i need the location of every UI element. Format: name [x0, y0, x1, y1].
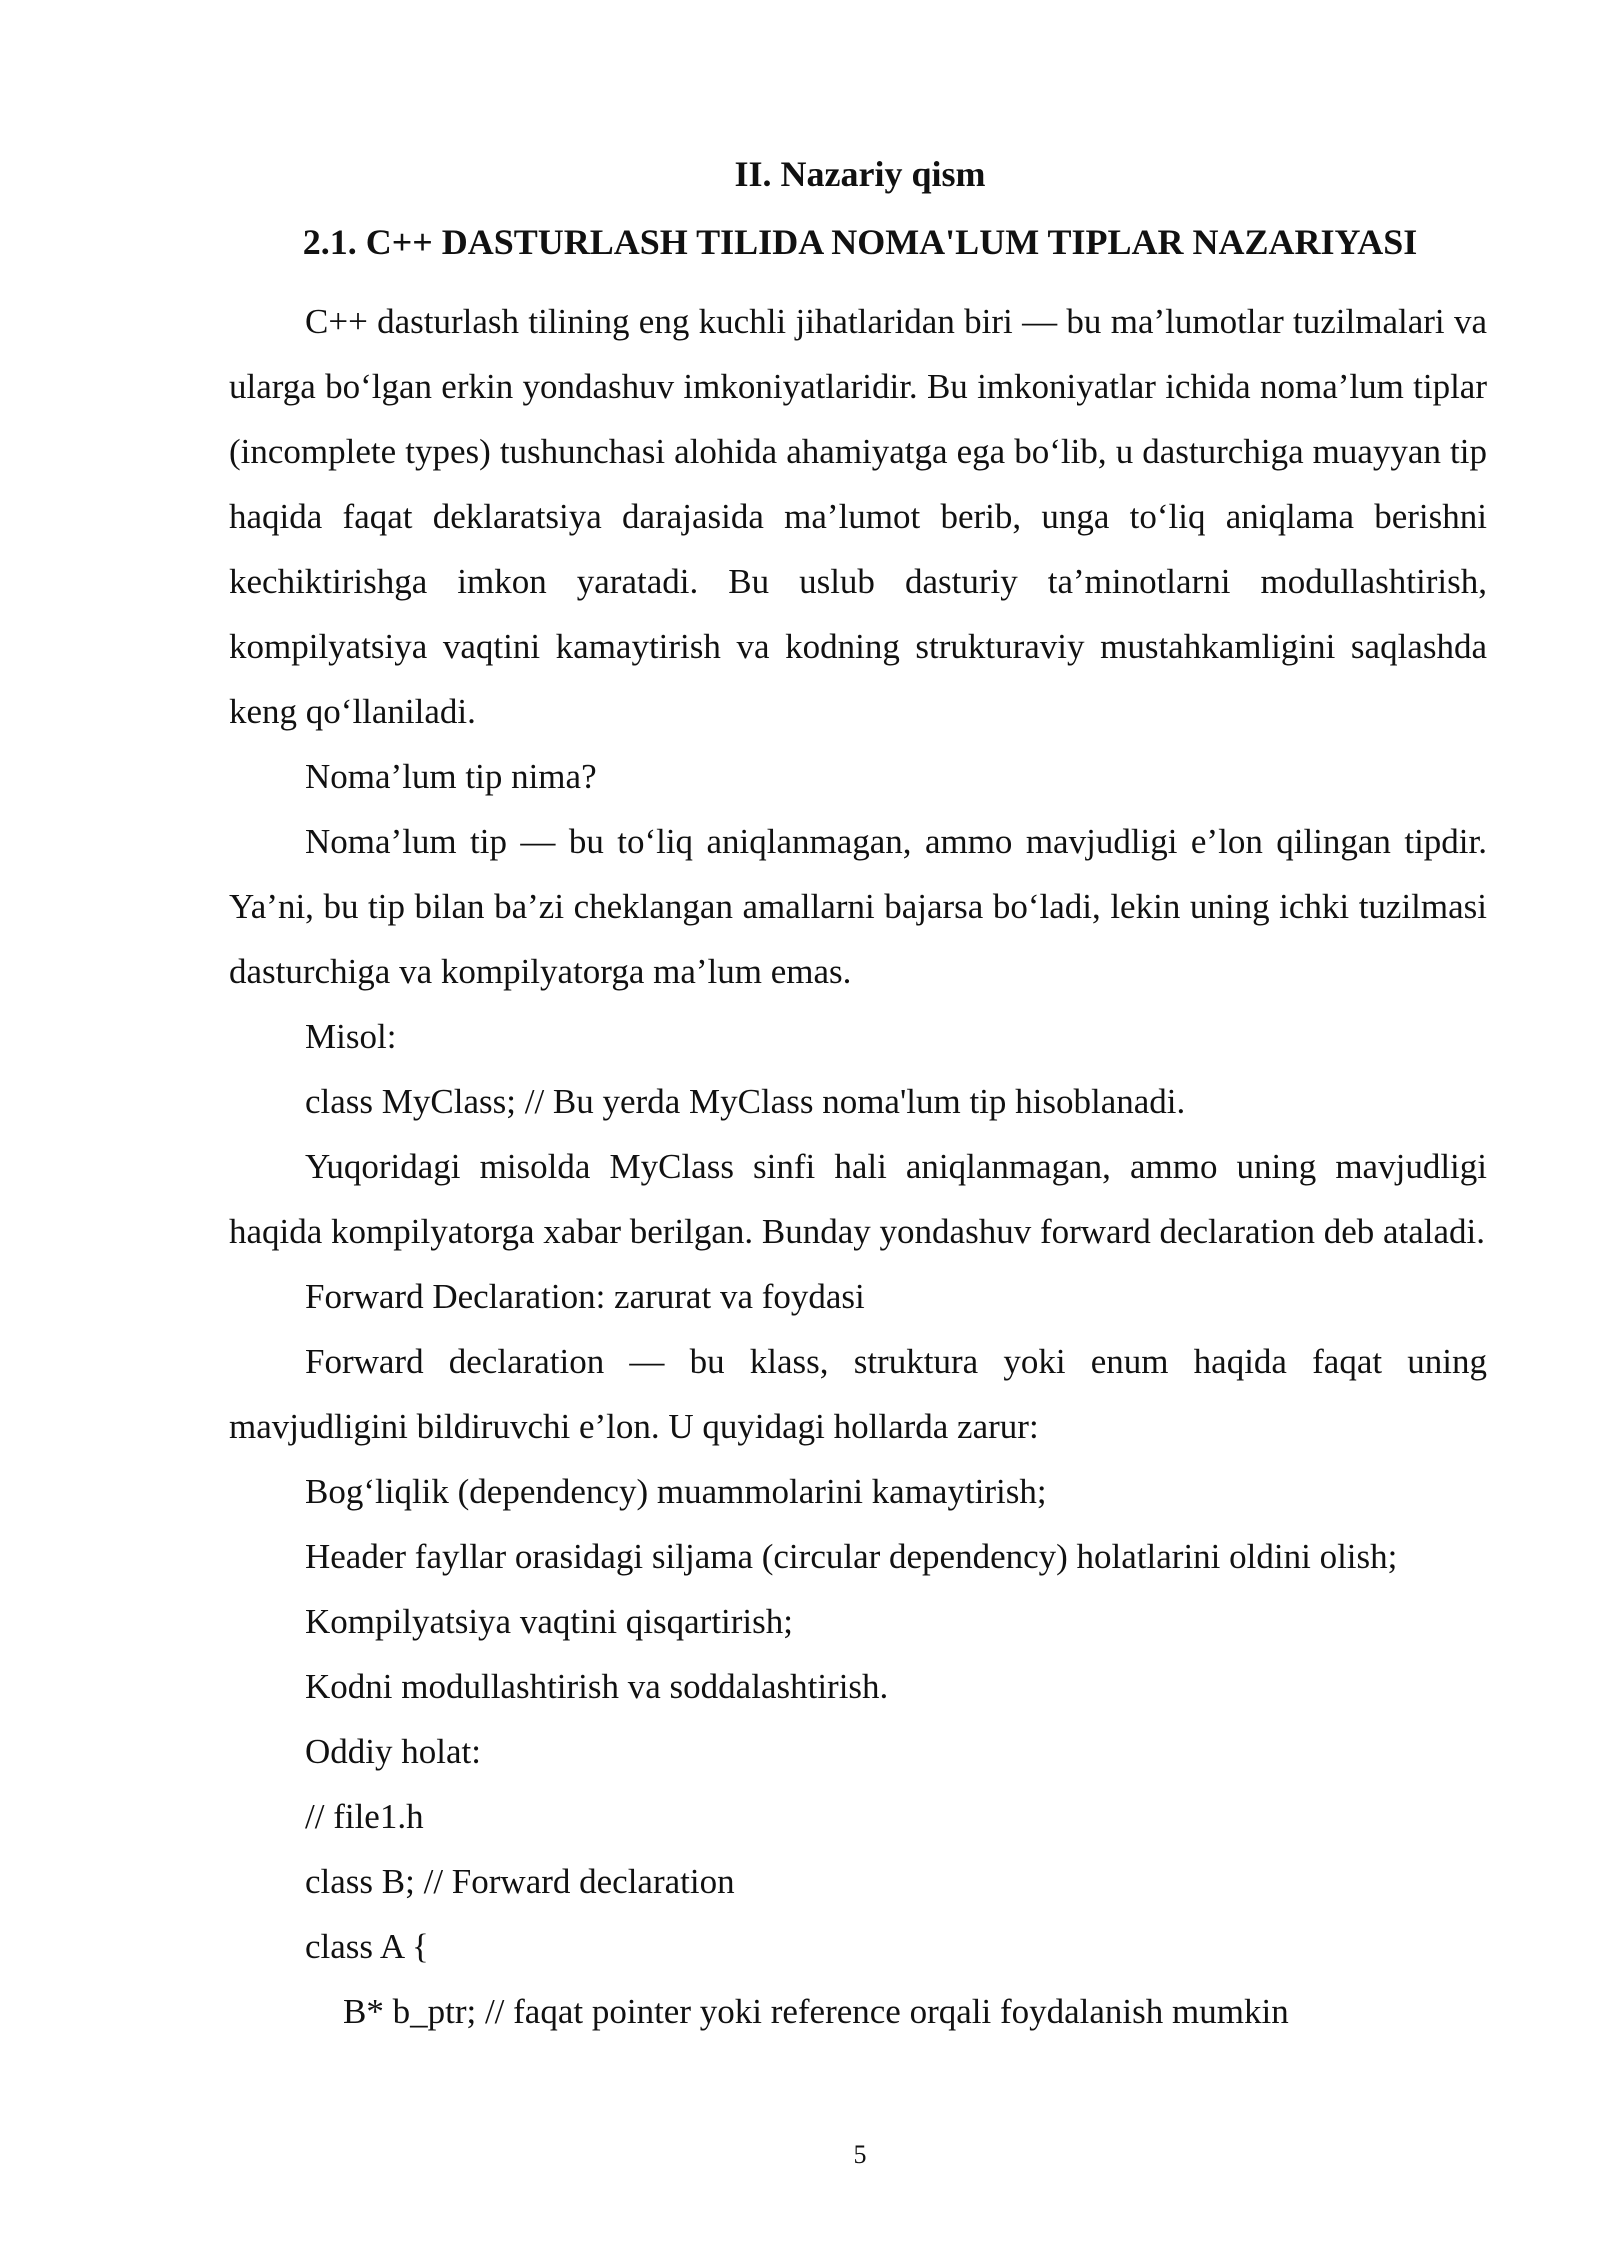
list-item: Kodni modullashtirish va soddalashtirish.	[305, 1667, 889, 1706]
code-line: class A {	[305, 1927, 429, 1966]
page-number: 5	[853, 2140, 867, 2169]
subheading-simple-case: Oddiy holat:	[305, 1732, 481, 1771]
code-line: class MyClass; // Bu yerda MyClass noma'lum tip hisoblanadi.	[305, 1082, 1186, 1121]
code-line: // file1.h	[305, 1797, 424, 1836]
body-text	[229, 289, 1487, 2044]
list-item: Bog‘liqlik (dependency) muammolarini kamaytirish;	[305, 1472, 1047, 1511]
definition-paragraph: Noma’lum tip — bu to‘liq aniqlanmagan, ammo mavjudligi e’lon qilingan tipdir. Ya’ni, bu tip bilan ba’zi cheklangan amallarni bajarsa bo‘ladi, lekin uning ichki tuzilmasi dasturchiga va kompilyatorga ma’lum emas.	[229, 822, 1487, 991]
forward-declaration-paragraph: Forward declaration — bu klass, struktura yoki enum haqida faqat uning mavjudligini bildiruvchi e’lon. U quyidagi hollarda zarur:	[229, 1342, 1487, 1446]
subheading-forward-declaration: Forward Declaration: zarurat va foydasi	[305, 1277, 865, 1316]
intro-paragraph: C++ dasturlash tilining eng kuchli jihatlaridan biri — bu ma’lumotlar tuzilmalari va ularga bo‘lgan erkin yondashuv imkoniyatlaridir. Bu imkoniyatlar ichida noma’lum tiplar (incomplete types) tushunchasi alohida ahamiyatga ega bo‘lib, u dasturchiga muayyan tip haqida faqat deklaratsiya darajasida ma’lumot berib, unga to‘liq aniqlama berishni kechiktirishga imkon yaratadi. Bu uslub dasturiy ta’minotlarni modullashtirish, kompilyatsiya vaqtini kamaytirish va kodning strukturaviy mustahkamligini saqlashda keng qo‘llaniladi.	[229, 302, 1487, 731]
list-item: Kompilyatsiya vaqtini qisqartirish;	[305, 1602, 794, 1641]
code-line: B* b_ptr; // faqat pointer yoki reference orqali foydalanish mumkin	[343, 1992, 1289, 2031]
code-line: class B; // Forward declaration	[305, 1862, 735, 1901]
explanation-paragraph: Yuqoridagi misolda MyClass sinfi hali aniqlanmagan, ammo uning mavjudligi haqida kompilyatorga xabar berilgan. Bunday yondashuv forward declaration deb ataladi.	[229, 1147, 1487, 1251]
list-item: Header fayllar orasidagi siljama (circular dependency) holatlarini oldini olish;	[305, 1537, 1398, 1576]
subheading-what-is-incomplete-type: Noma’lum tip nima?	[305, 757, 597, 796]
part-heading: II. Nazariy qism	[734, 154, 986, 194]
section-heading: 2.1. C++ DASTURLASH TILIDA NOMA'LUM TIPLAR NAZARIYASI	[302, 222, 1418, 262]
example-label: Misol:	[305, 1017, 397, 1056]
